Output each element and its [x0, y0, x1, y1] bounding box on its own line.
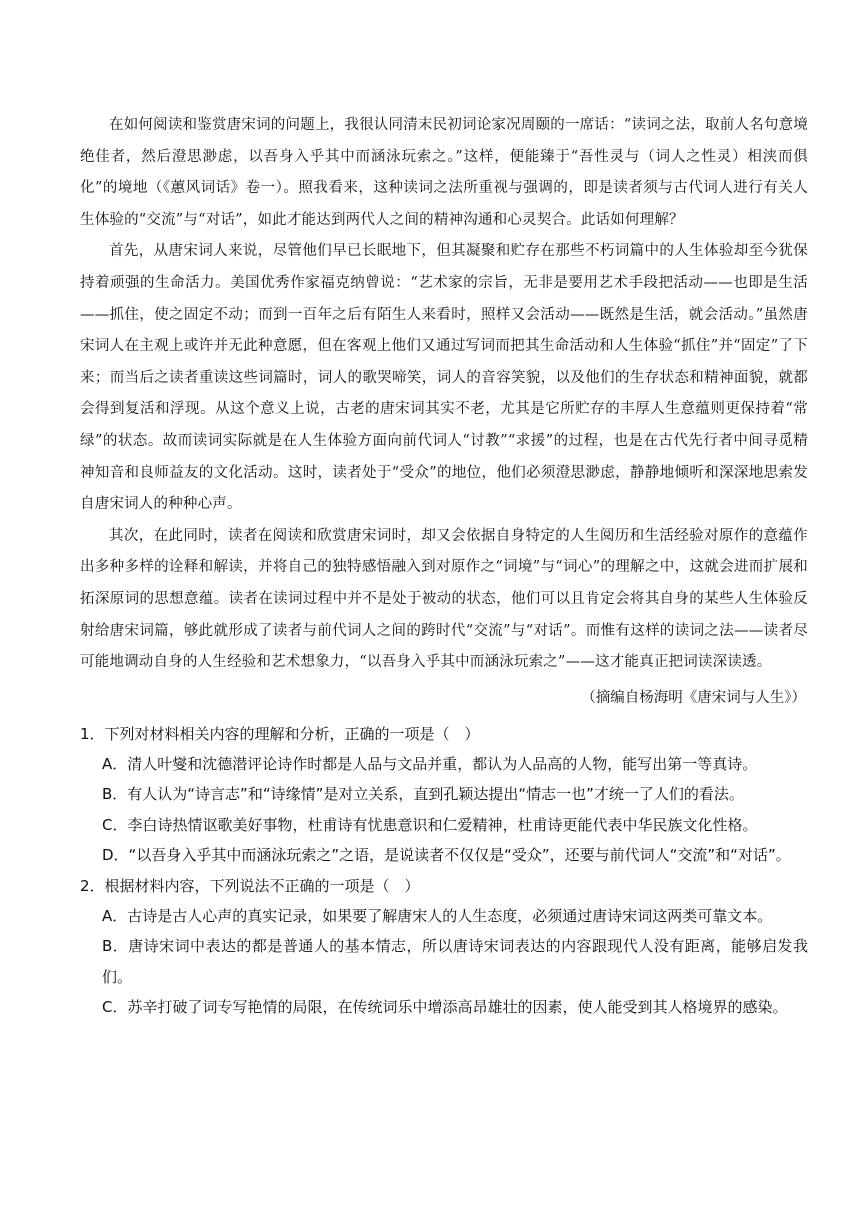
question-stem: 2．根据材料内容，下列说法不正确的一项是（ ） [80, 876, 420, 895]
question-option-c: C．李白诗热情讴歌美好事物，杜甫诗有忧患意识和仁爱精神，杜甫诗更能代表中华民族文化性格。 [102, 815, 758, 834]
question-option-b: B．唐诗宋词中表达的都是普通人的基本情志，所以唐诗宋词表达的内容跟现代人没有距离，能够启发我们。 [102, 937, 808, 986]
question-option-a: A．清人叶燮和沈德潜评论诗作时都是人品与文品并重，都认为人品高的人物，能写出第一等真诗。 [102, 754, 758, 773]
question-list [80, 719, 808, 1023]
question-option-a: A．古诗是古人心声的真实记录，如果要了解唐宋人的人生态度，必须通过唐诗宋词这两类可靠文本。 [102, 906, 773, 925]
passage-paragraph-3: 其次，在此同时，读者在阅读和欣赏唐宋词时，却又会依据自身特定的人生阅历和生活经验对原作的意蕴作出多种多样的诠释和解读，并将自己的独特感悟融入到对原作之“词境”与“词心”的理解之中，这就会进而扩展和拓深原词的思想意蕴。读者在读词过程中并不是处于被动的状态，他们可以且肯定会将其自身的某些人生体验反射给唐宋词篇，够此就形成了读者与前代词人之间的跨时代“交流”与“对话”。而惟有这样的读词之法——读者尽可能地调动自身的人生经验和艺术想象力，“以吾身入乎其中而涵泳玩索之”——这才能真正把词读深读透。 [80, 527, 808, 671]
question-option-b: B．有人认为“诗言志”和“诗缘情”是对立关系，直到孔颖达提出“情志一也”才统一了人们的看法。 [102, 785, 744, 804]
passage-paragraph-1: 在如何阅读和鉴赏唐宋词的问题上，我很认同清末民初词论家况周颐的一席话：“读词之法，取前人名句意境绝佳者，然后澄思渺虑，以吾身入乎其中而涵泳玩索之。”这样，便能臻于“吾性灵与（词人之性灵）相浃而俱化”的境地（《蕙风词话》卷一）。照我看来，这种读词之法所重视与强调的，即是读者须与古代词人进行有关人生体验的“交流”与“对话”，如此才能达到两代人之间的精神沟通和心灵契合。此话如何理解？ [80, 117, 808, 228]
passage-paragraph-2: 首先，从唐宋词人来说，尽管他们早已长眠地下，但其凝聚和贮存在那些不朽词篇中的人生体验却至今犹保持着顽强的生命活力。美国优秀作家福克纳曾说：“艺术家的宗旨，无非是要用艺术手段把活动——也即是生活——抓住，使之固定不动；而到一百年之后有陌生人来看时，照样又会活动——既然是生活，就会活动。”虽然唐宋词人在主观上或许并无此种意愿，但在客观上他们又通过写词而把其生命活动和人生体验“抓住”并“固定”了下来；而当后之读者重读这些词篇时，词人的歌哭啼笑，词人的音容笑貌，以及他们的生存状态和精神面貌，就都会得到复活和浮现。从这个意义上说，古老的唐宋词其实不老，尤其是它所贮存的丰厚人生意蕴则更保持着“常绿”的状态。故而读词实际就是在人生体验方面向前代词人“讨教”“求援”的过程，也是在古代先行者中间寻觅精神知音和良师益友的文化活动。这时，读者处于“受众”的地位，他们必须澄思渺虑，静静地倾听和深深地思索发自唐宋词人的种种心声。 [80, 243, 808, 513]
question-2 [80, 871, 808, 1023]
question-option-c: C．苏辛打破了词专写艳情的局限，在传统词乐中增添高昂雄壮的因素，使人能受到其人格境界的感染。 [102, 998, 788, 1017]
reading-passage [80, 110, 808, 679]
passage-source: （摘编自杨海明《唐宋词与人生》） [581, 689, 806, 706]
question-1 [80, 719, 808, 871]
question-option-d: D．“以吾身入乎其中而涵泳玩索之”之语，是说读者不仅仅是“受众”，还要与前代词人“交流”和“对话”。 [102, 846, 791, 865]
question-stem: 1．下列对材料相关内容的理解和分析，正确的一项是（ ） [80, 724, 480, 743]
